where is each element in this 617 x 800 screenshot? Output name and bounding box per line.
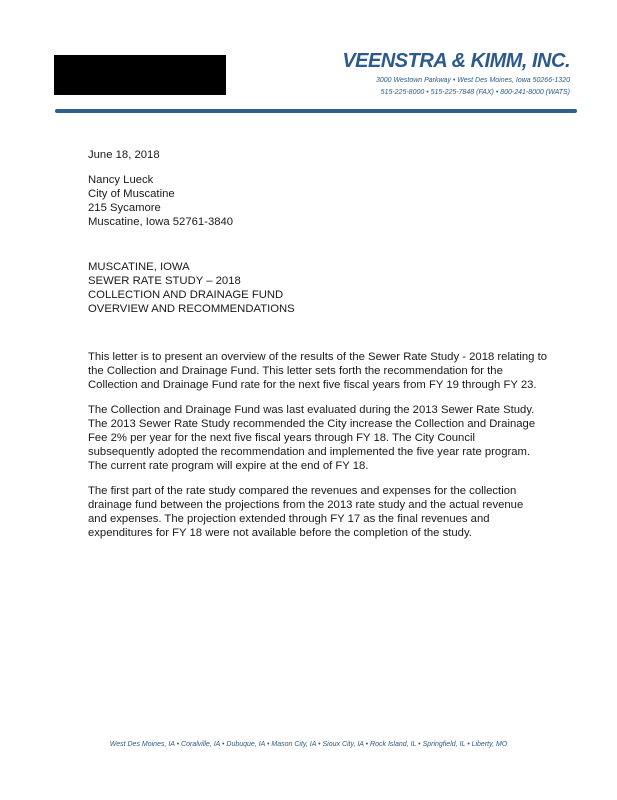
subject-line: MUSCATINE, IOWA (88, 261, 190, 273)
text-line: and expenses. The projection extended through FY 17 as the final revenues and (88, 513, 490, 525)
footer-offices: West Des Moines, IA • Coralville, IA • Dubuque, IA • Mason City, IA • Sioux City, IA • Rock Island, IL • Springfield, IL • Liberty, MO (109, 741, 508, 748)
text-line: The first part of the rate study compared the revenues and expenses for the collection (88, 485, 517, 497)
subject-line: COLLECTION AND DRAINAGE FUND (88, 289, 284, 301)
subject-line: OVERVIEW AND RECOMMENDATIONS (88, 303, 295, 315)
text-line: expenditures for FY 18 were not available before the completion of the study. (88, 527, 472, 539)
text-line: The Collection and Drainage Fund was last evaluated during the 2013 Sewer Rate Study. (88, 404, 535, 416)
header-rule (55, 109, 577, 113)
recipient-line: 215 Sycamore (88, 202, 161, 214)
paragraph-1 (88, 350, 558, 392)
text-line: This letter is to present an overview of the results of the Sewer Rate Study - 2018 relating to (88, 351, 548, 363)
text-line: The current rate program will expire at the end of FY 18. (88, 460, 369, 472)
subject-line: SEWER RATE STUDY – 2018 (88, 275, 241, 287)
text-line: the Collection and Drainage Fund. This letter sets forth the recommendation for the (88, 365, 503, 377)
letter-body (88, 148, 558, 540)
redaction-block (54, 55, 226, 95)
company-name: VEENSTRA & KIMM, INC. (342, 50, 570, 72)
text-line: The 2013 Sewer Rate Study recommended the City increase the Collection and Drainage (88, 418, 536, 430)
paragraph-3 (88, 484, 558, 540)
company-phones: 515-225-8000 • 515-225-7848 (FAX) • 800-241-8000 (WATS) (380, 89, 570, 96)
letter-date: June 18, 2018 (88, 149, 160, 161)
recipient-line: Nancy Lueck (88, 174, 154, 186)
text-line: Collection and Drainage Fund rate for the next five fiscal years from FY 19 through FY 23. (88, 379, 537, 391)
text-line: subsequently adopted the recommendation and implemented the five year rate program. (88, 446, 531, 458)
recipient-line: City of Muscatine (88, 188, 175, 200)
recipient-line: Muscatine, Iowa 52761-3840 (88, 216, 234, 228)
company-address: 3000 Westown Parkway • West Des Moines, Iowa 50266-1320 (375, 77, 570, 84)
paragraph-2 (88, 403, 558, 473)
letterhead (342, 50, 570, 96)
text-line: drainage fund between the projections from the 2013 rate study and the actual revenue (88, 499, 524, 511)
text-line: Fee 2% per year for the next five fiscal years through FY 18. The City Council (88, 432, 476, 444)
